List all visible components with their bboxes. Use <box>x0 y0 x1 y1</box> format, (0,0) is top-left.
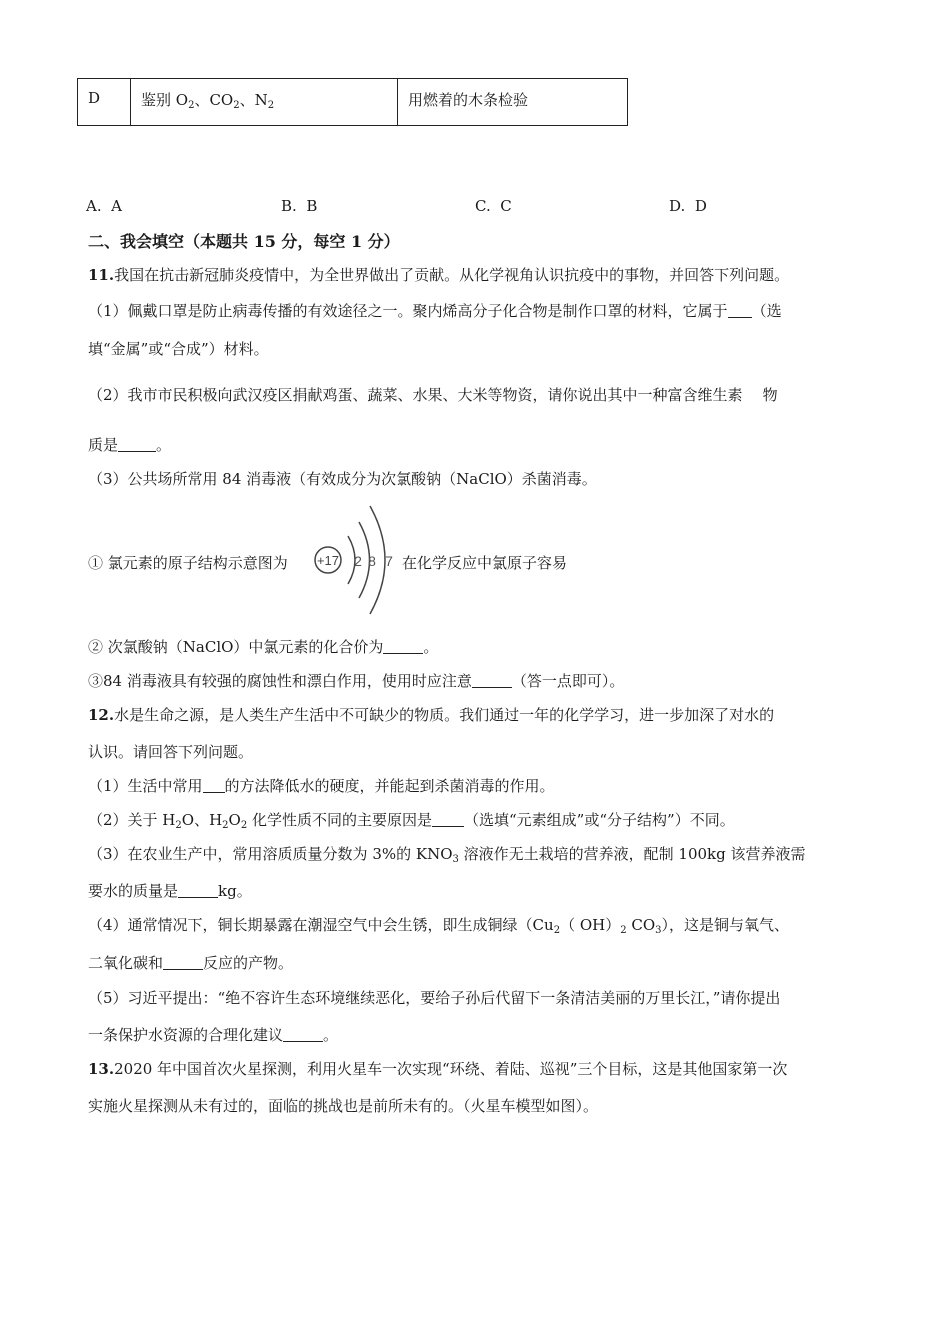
q12-part3-cont: 要水的质量是 kg。 <box>88 882 252 900</box>
q11-part3: （3）公共场所常用 84 消毒液（有效成分为次氯酸钠（NaClO）杀菌消毒。 <box>88 470 597 488</box>
choice-c[interactable]: C. C <box>475 197 512 215</box>
nucleus-label: +17 <box>316 553 340 568</box>
q11-part1-cont: 填“金属”或“合成”）材料。 <box>88 340 269 358</box>
q12-part2: （2）关于 $H_2O$、$H_2O_2$ 化学性质不同的主要原因是 （选填“元素组成”或“分子结构”）不同。 <box>88 811 735 831</box>
q11-stem: 11.我国在抗击新冠肺炎疫情中，为全世界做出了贡献。从化学视角认识抗疫中的事物，并回答下列问题。 <box>88 266 790 284</box>
choice-b[interactable]: B. B <box>281 197 318 215</box>
options-table <box>77 78 628 126</box>
q11-sub2: ② 次氯酸钠（NaClO）中氯元素的化合价为 。 <box>88 638 439 656</box>
table-row <box>78 79 628 126</box>
answer-blank[interactable] <box>163 955 203 970</box>
electron-count-1: 2 <box>354 553 362 569</box>
answer-blank[interactable] <box>118 437 156 452</box>
q11-part1: （1）佩戴口罩是防止病毒传播的有效途径之一。聚内烯高分子化合物是制作口罩的材料，它属于 （选 <box>88 302 782 320</box>
q12-part5: （5）习近平提出：“绝不容许生态环境继续恶化，要给子孙后代留下一条清洁美丽的万里长江，”请你提出 <box>88 989 781 1007</box>
q12-part5-cont: 一条保护水资源的合理化建议 。 <box>88 1026 339 1044</box>
q12-part3: （3）在农业生产中，常用溶质质量分数为 3%的 $KNO_3$ 溶液作无土栽培的营养液，配制 100kg 该营养液需 <box>88 845 806 865</box>
answer-blank[interactable] <box>283 1027 323 1042</box>
answer-blank[interactable] <box>472 673 512 688</box>
q12-part4-cont: 二氧化碳和 反应的产物。 <box>88 954 294 972</box>
q11-sub1-b: 在化学反应中氯原子容易 <box>402 554 568 572</box>
answer-blank[interactable] <box>432 812 464 827</box>
q11-part2-cont: 质是 。 <box>88 436 172 454</box>
chlorine-atom-diagram <box>310 500 406 620</box>
q12-part1: （1）生活中常用 的方法降低水的硬度，并能起到杀菌消毒的作用。 <box>88 777 555 795</box>
q12-part4: （4）通常情况下，铜长期暴露在潮湿空气中会生锈，即生成铜绿（$Cu_2$（ $OH)_2$ $CO_3$），这是铜与氧气、 <box>88 916 790 936</box>
table-cell-method: 用燃着的木条检验 <box>398 79 628 126</box>
q13-stem: 13.2020 年中国首次火星探测，利用火星车一次实现“环绕、着陆、巡视”三个目标，这是其他国家第一次 <box>88 1060 788 1078</box>
table-cell-letter: D <box>78 79 131 126</box>
q13-stem-cont: 实施火星探测从未有过的，面临的挑战也是前所未有的。（火星车模型如图）。 <box>88 1097 599 1115</box>
answer-blank[interactable] <box>203 778 225 793</box>
answer-blank[interactable] <box>383 639 423 654</box>
section-title: 二、我会填空（本题共 15 分，每空 1 分） <box>88 232 400 251</box>
electron-count-2: 8 <box>368 553 376 569</box>
q12-stem: 12.水是生命之源，是人类生产生活中不可缺少的物质。我们通过一年的化学学习，进一步加深了对水的 <box>88 706 775 724</box>
table-cell-task: 鉴别 $O_2$、$CO_2$、$N_2$ <box>131 79 398 126</box>
q11-part2: （2）我市市民积极向武汉疫区捐献鸡蛋、蔬菜、水果、大米等物资，请你说出其中一种富含维生素 物 <box>88 386 778 404</box>
q11-sub1-a: ① 氯元素的原子结构示意图为 <box>88 554 288 572</box>
electron-count-3: 7 <box>385 553 393 569</box>
q11-sub3: ③84 消毒液具有较强的腐蚀性和漂白作用，使用时应注意 （答一点即可）。 <box>88 672 625 690</box>
choice-d[interactable]: D. D <box>669 197 707 215</box>
answer-blank[interactable] <box>728 303 752 318</box>
choice-a[interactable]: A. A <box>86 197 122 215</box>
q12-stem-cont: 认识。请回答下列问题。 <box>88 743 254 761</box>
answer-blank[interactable] <box>178 883 218 898</box>
